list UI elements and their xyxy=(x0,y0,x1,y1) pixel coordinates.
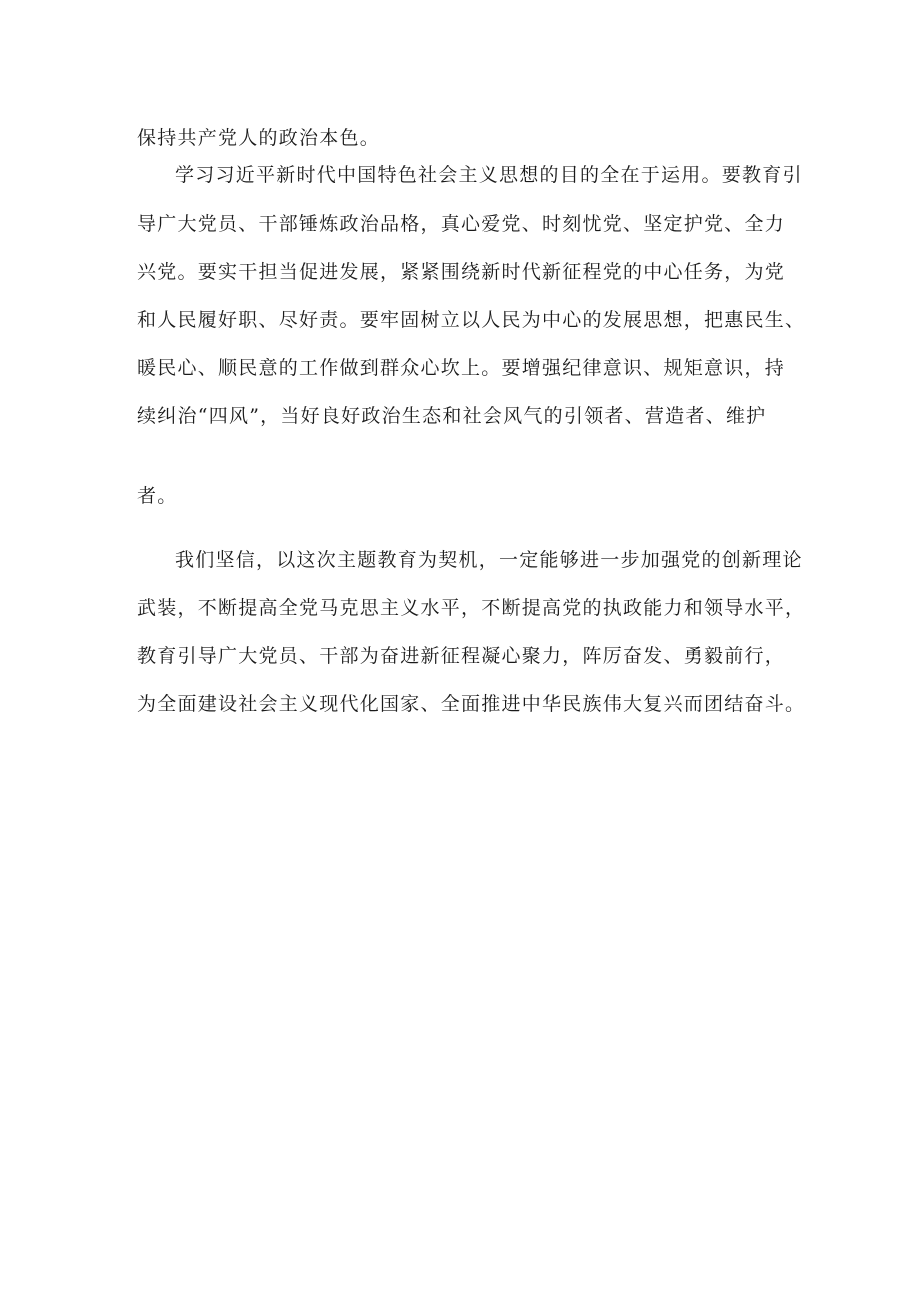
text-line: 暖民心、顺民意的工作做到群众心坎上。要增强纪律意识、规矩意识，持 xyxy=(137,357,786,379)
text-line: 保持共产党人的政治本色。 xyxy=(137,127,381,149)
text-line: 教育引导广大党员、干部为奋进新征程凝心聚力，阵厉奋发、勇毅前行， xyxy=(137,645,786,667)
text-line: 学习习近平新时代中国特色社会主义思想的目的全在于运用。要教育引 xyxy=(175,164,803,186)
text-line: 兴党。要实干担当促进发展，紧紧围绕新时代新征程党的中心任务，为党 xyxy=(137,261,786,283)
text-line: 续纠治“四风”，当好良好政治生态和社会风气的引领者、营造者、维护 xyxy=(137,405,767,427)
text-line: 武装，不断提高全党马克思主义水平，不断提高党的执政能力和领导水平， xyxy=(137,597,806,619)
text-line: 和人民履好职、尽好责。要牢固树立以人民为中心的发展思想，把惠民生、 xyxy=(137,309,806,331)
text-line: 导广大党员、干部锤炼政治品格，真心爱党、时刻忧党、坚定护党、全力 xyxy=(137,213,786,235)
text-line: 我们坚信，以这次主题教育为契机，一定能够进一步加强党的创新理论 xyxy=(175,549,803,571)
text-line: 为全面建设社会主义现代化国家、全面推进中华民族伟大复兴而团结奋斗。 xyxy=(137,693,806,715)
text-line: 者。 xyxy=(137,485,178,507)
